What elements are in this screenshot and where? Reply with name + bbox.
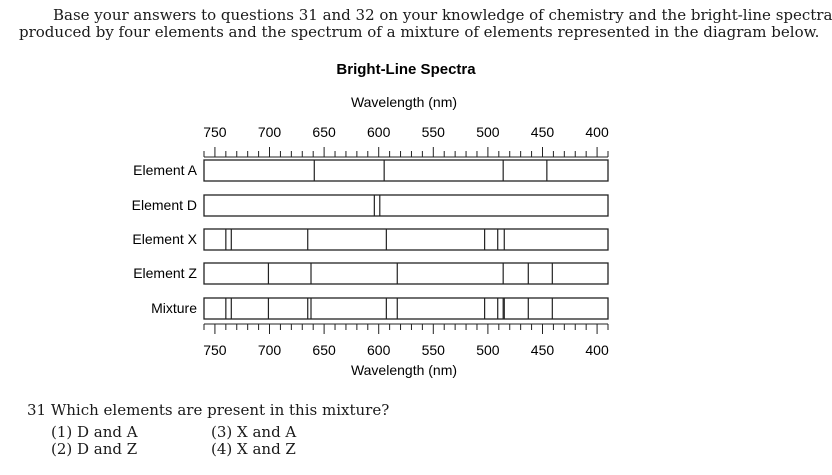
bottom-ruler <box>204 324 608 334</box>
spectrum-box <box>204 298 608 319</box>
diagram-title: Bright-Line Spectra <box>336 61 476 78</box>
question-31: 31 Which elements are present in this mixture? <box>27 401 390 419</box>
tick-label: 550 <box>421 342 445 358</box>
tick-label: 750 <box>203 124 227 140</box>
tick-label: 500 <box>476 342 500 358</box>
choice-3[interactable]: (3) X and A <box>211 423 297 441</box>
tick-label: 400 <box>585 124 609 140</box>
row-label: Element X <box>132 231 197 247</box>
tick-label: 600 <box>367 124 391 140</box>
spectrum-box <box>204 263 608 284</box>
tick-label: 750 <box>203 342 227 358</box>
choice-1[interactable]: (1) D and A <box>51 423 138 441</box>
tick-label: 550 <box>421 124 445 140</box>
choice-2[interactable]: (2) D and Z <box>51 440 138 458</box>
spectrum-row <box>133 263 608 284</box>
row-label: Mixture <box>151 300 197 316</box>
spectrum-row <box>151 298 608 319</box>
tick-label: 650 <box>312 124 336 140</box>
tick-label: 400 <box>585 342 609 358</box>
spectrum-row <box>132 229 608 250</box>
row-label: Element Z <box>133 265 197 281</box>
axis-label-top: Wavelength (nm) <box>350 94 458 110</box>
spectrum-row <box>132 195 608 216</box>
axis-label-bottom: Wavelength (nm) <box>350 362 458 378</box>
spectra-rows <box>132 160 608 319</box>
tick-label: 650 <box>312 342 336 358</box>
tick-label: 450 <box>530 124 555 140</box>
top-tick-labels <box>203 124 609 140</box>
tick-label: 450 <box>530 342 555 358</box>
spectrum-box <box>204 229 608 250</box>
tick-label: 500 <box>476 124 500 140</box>
choice-4[interactable]: (4) X and Z <box>211 440 296 458</box>
instructions-line-2: produced by four elements and the spectrum of a mixture of elements represented in the diagram below. <box>19 23 820 41</box>
tick-label: 700 <box>257 124 282 140</box>
instructions-line-1: Base your answers to questions 31 and 32 on your knowledge of chemistry and the bright-line spectra <box>53 6 832 24</box>
row-label: Element D <box>131 197 197 213</box>
spectrum-box <box>204 195 608 216</box>
top-ruler <box>204 147 608 157</box>
tick-label: 700 <box>257 342 282 358</box>
row-label: Element A <box>133 162 197 178</box>
tick-label: 600 <box>367 342 391 358</box>
spectrum-row <box>133 160 608 181</box>
bottom-tick-labels <box>203 342 609 358</box>
